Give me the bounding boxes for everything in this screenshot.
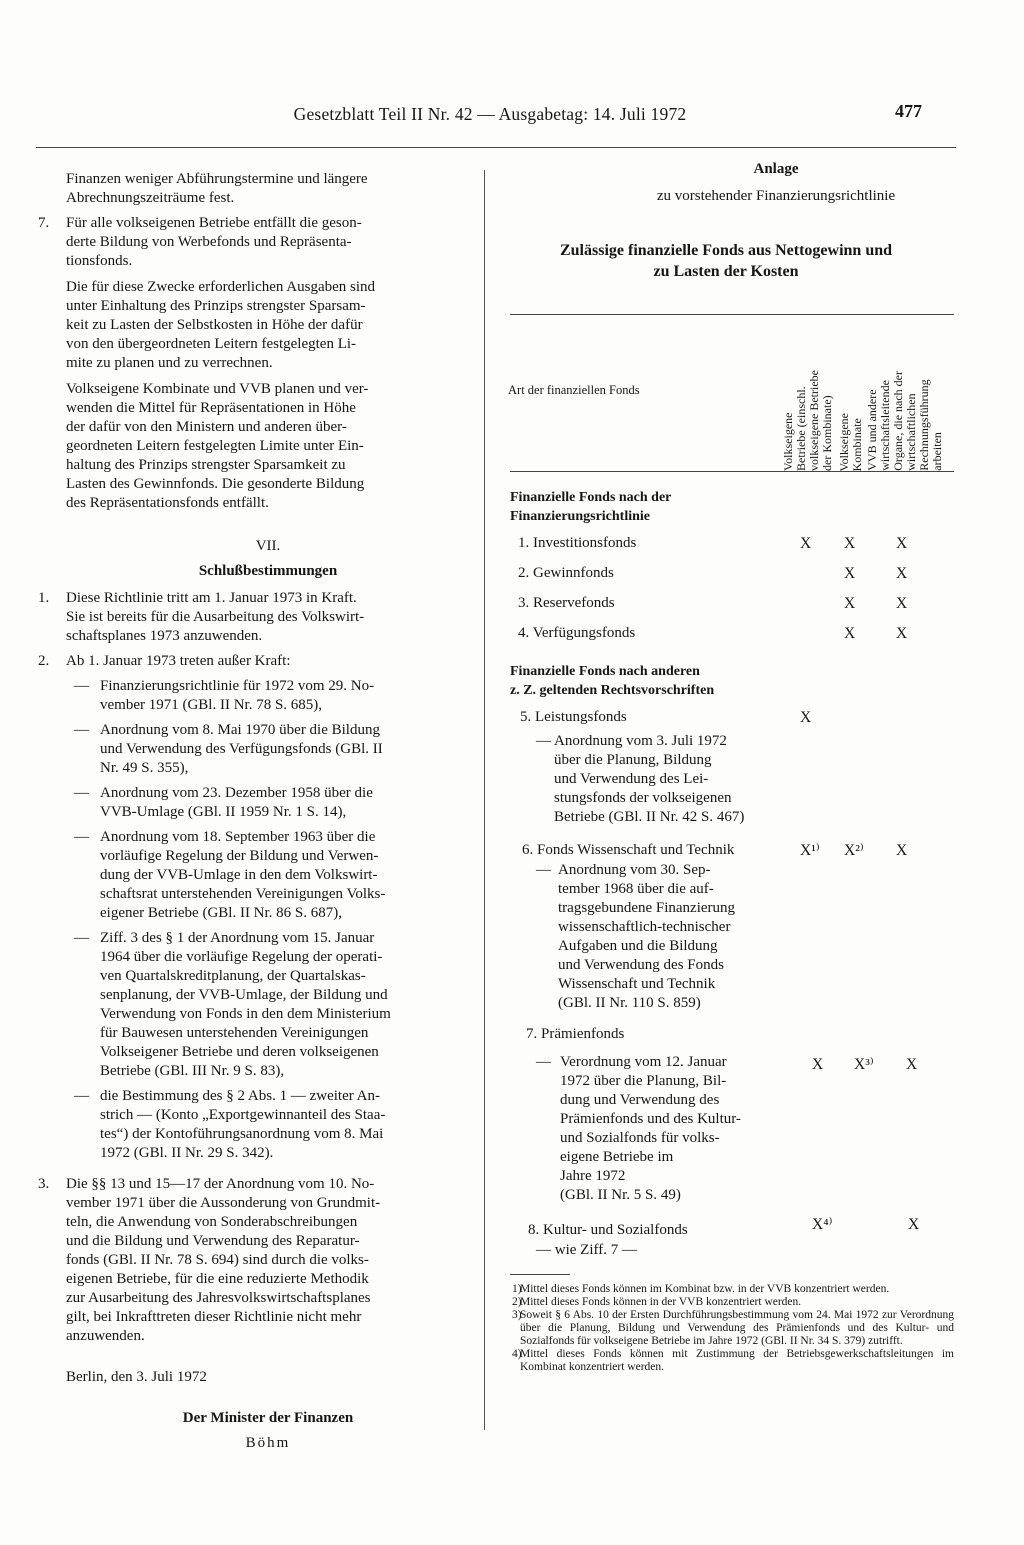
signatory-name: Böhm [245,1435,291,1451]
row-7-reference-text [560,1053,800,1205]
text-line: VVB-Umlage (GBl. II 1959 Nr. 1 S. 14), [100,804,347,820]
dash-mark: — [74,785,89,801]
table-row [498,534,954,564]
text-line: Anordnung vom 8. Mai 1970 über die Bildung [100,722,380,738]
group-heading-finanzierungsrichtlinie [510,488,954,526]
repeal-item-4 [38,828,470,923]
col-header-fund-type: Art der finanziellen Fonds [508,383,640,397]
text-line: strich — (Konto „Exportgewinnanteil des Staa- [100,1107,386,1123]
text-line: Volkseigener Betriebe und deren volkseigenen [100,1044,379,1060]
section-number: VII. [255,538,281,554]
text-line: Diese Richtlinie tritt am 1. Januar 1973 in Kraft. [66,590,357,606]
repeal-item-1-text [100,677,470,715]
text-line: Verwendung von Fonds in den dem Ministerium [100,1006,391,1022]
page-number: 477 [895,101,922,121]
text-line: tionsfonds. [66,253,133,269]
table-row [498,1216,954,1241]
footnote-1 [498,1283,954,1296]
text-line: zu Lasten der Kosten [653,263,799,280]
text-line: Volkseigene Kombinate und VVB planen und ver- [66,381,369,397]
item-2-text: Ab 1. Januar 1973 treten außer Kraft: [66,653,291,669]
row-7-reference [498,1053,800,1205]
text-line: Anordnung vom 23. Dezember 1958 über die [100,785,373,801]
item-2-number: 2. [38,653,50,669]
dash-mark: — [74,678,89,694]
text-line: ven Quartalskreditplanung, der Quartalskas- [100,968,366,984]
item-1-text [66,589,470,646]
text-line: 1972 über die Planung, Bil- [560,1073,727,1089]
row-5-reference-text [554,732,794,827]
text-line: und Verwendung des Lei- [554,771,709,787]
text-line: vember 1971 über die Aussonderung von Grundmit- [66,1195,381,1211]
item-7-text [66,214,470,271]
text-line: der dafür von den Ministern und anderen über- [66,419,347,435]
repeal-item-5 [38,929,470,1081]
annex-subheading: zu vorstehender Finanzierungsrichtlinie [656,188,896,204]
table-row [498,841,954,861]
dash-mark: — [536,733,551,749]
row-mark-col-3: X [896,565,908,582]
table-row [498,1025,954,1047]
row-label: 3. Reservefonds [518,595,615,611]
text-line: gilt, bei Inkrafttreten dieser Richtlinie nicht mehr [66,1309,362,1325]
place-date: Berlin, den 3. Juli 1972 [66,1369,207,1385]
item-1-number: 1. [38,590,50,606]
text-line: unter Einhaltung des Prinzips strengster Sparsam- [66,298,366,314]
item-3-number: 3. [38,1176,50,1192]
row-mark-col-3: X [896,842,908,859]
item-3 [38,1175,470,1346]
text-line: Ziff. 3 des § 1 der Anordnung vom 15. Januar [100,930,375,946]
text-line: senplanung, der VVB-Umlage, der Bildung und [100,987,388,1003]
text-line: Nr. 49 S. 355), [100,760,189,776]
footnote-mark: 1) [512,1283,522,1295]
repeal-item-3 [38,784,470,822]
text-line: geordneten Leitern festgelegten Limite unter Ein- [66,438,364,454]
text-line: mite zu planen und zu verrechnen. [66,355,273,371]
item-7-paragraph-2 [38,278,470,373]
text-line: des Repräsentationsfonds entfällt. [66,495,269,511]
text-line: und die Bildung und Verwendung des Reparatur- [66,1233,360,1249]
row-mark-col-3: X [908,1216,920,1233]
text-line: Finanzielle Fonds nach der [510,490,672,505]
dash-mark: — [74,722,89,738]
row-6-reference-text [558,861,798,1013]
text-line: zur Ausarbeitung des Jahresvolkswirtschaftsplanes [66,1290,371,1306]
text-line: Finanzen weniger Abführungstermine und längere [66,171,368,187]
section-title: Schlußbestimmungen [198,563,338,579]
text-line: tember 1968 über die auf- [558,881,714,897]
text-line: Sie ist bereits für die Ausarbeitung des Volkswirt- [66,609,365,625]
text-line: Lasten des Gewinnfonds. Die gesonderte Bildung [66,476,365,492]
footnote-3 [498,1309,954,1348]
text-line: Abrechnungszeiträume fest. [66,190,235,206]
repeal-item-6 [38,1087,470,1163]
row-label: 5. Leistungsfonds [520,709,627,725]
table-title [498,240,954,282]
footnote-text: Mittel dieses Fonds können in der VVB konzentriert werden. [520,1296,802,1308]
header-rule [36,147,956,148]
row-mark-col-1: X [800,535,812,552]
footnote-mark: 2) [512,1296,522,1308]
table-row [498,594,954,624]
text-line: Prämienfonds und des Kultur- [560,1111,741,1127]
col-header-volkseigene-betriebe: Volkseigene Betriebe (einschl. volkseigene Betriebe der Kombinate) [781,370,834,471]
footnote-text: Mittel dieses Fonds können im Kombinat bzw. in der VVB konzentriert werden. [520,1283,890,1295]
item-7-paragraph-3 [38,380,470,513]
repeal-item-1 [38,677,470,715]
row-mark-col-3: X [906,1056,918,1073]
text-line: derte Bildung von Werbefonds und Repräsenta- [66,234,352,250]
footnotes [498,1283,954,1374]
text-line: Die §§ 13 und 15—17 der Anordnung vom 10. No- [66,1176,375,1192]
text-line: Jahre 1972 [560,1168,626,1184]
text-line: (GBl. II Nr. 5 S. 49) [560,1187,681,1203]
text-line: Aufgaben und die Bildung [558,938,718,954]
text-line: dung und Verwendung des [560,1092,720,1108]
repeal-item-5-text [100,929,470,1081]
text-line: anzuwenden. [66,1328,145,1344]
row-mark-col-2: X [844,595,856,612]
text-line: wenden die Mittel für Repräsentationen in Höhe [66,400,356,416]
table-row [498,624,954,654]
text-line: (GBl. II Nr. 110 S. 859) [558,995,701,1011]
text-line: für Bauwesen unterstehenden Vereinigungen [100,1025,369,1041]
col-header-kombinate: Volkseigene Kombinate [837,412,864,471]
row-mark-col-1: X¹⁾ [800,842,820,859]
text-line: die Bestimmung des § 2 Abs. 1 — zweiter An- [100,1088,380,1104]
row-7-reference-row [498,1053,954,1205]
signatory-title: Der Minister der Finanzen [182,1410,354,1426]
row-label: 8. Kultur- und Sozialfonds [528,1222,688,1238]
row-mark-col-2: X²⁾ [844,842,864,859]
col-header-vvb: VVB und andere wirtschaftsleitende Organe, die nach der wirtschaftlichen Rechnungsführung arbeiten [865,371,944,471]
text-line: Finanzierungsrichtlinie für 1972 vom 29. No- [100,678,375,694]
row-mark-col-2: X [844,625,856,642]
row-label: 2. Gewinnfonds [518,565,614,581]
row-mark-col-2: X [844,565,856,582]
item-2 [38,652,470,671]
text-line: Betriebe (GBl. II Nr. 42 S. 467) [554,809,745,825]
column-divider [484,170,485,1430]
text-line: schaftsrat unterstehenden Vereinigungen Volks- [100,886,386,902]
row-mark-col-1: X⁴⁾ [812,1216,833,1233]
text-line: Betriebe (GBl. III Nr. 9 S. 83), [100,1063,285,1079]
text-line: stungsfonds der volkseigenen [554,790,732,806]
text-line: Zulässige finanzielle Fonds aus Nettogewinn und [559,242,893,259]
text-line: teln, die Anwendung von Sonderabschreibungen [66,1214,358,1230]
text-line: dung der VVB-Umlage in den dem Volkswirt- [100,867,378,883]
text-line: z. Z. geltenden Rechtsvorschriften [510,683,715,698]
repeal-item-2 [38,721,470,778]
row-label: 4. Verfügungsfonds [518,625,636,641]
dash-mark: — [74,829,89,845]
intro-paragraph [38,170,470,208]
text-line: und Verwendung des Verfügungsfonds (GBl. II [100,741,383,757]
dash-mark: — [74,930,89,946]
text-line: Anordnung vom 3. Juli 1972 [554,733,727,749]
row-label: 6. Fonds Wissenschaft und Technik [522,842,735,858]
row-5-reference [498,732,794,827]
text-line: keit zu Lasten der Selbstkosten in Höhe der dafür [66,317,363,333]
right-column [498,160,954,1374]
item-7-number: 7. [38,215,50,231]
row-mark-col-3: X [896,535,908,552]
item-7 [38,214,470,271]
repeal-item-6-text [100,1087,470,1163]
text-line: haltung des Prinzips strengster Sparsamkeit zu [66,457,346,473]
text-line: Die für diese Zwecke erforderlichen Ausgaben sind [66,279,376,295]
text-line: über die Planung, Bildung [554,752,712,768]
text-line: von den übergeordneten Leitern festgelegten Li- [66,336,357,352]
text-line: 1964 über die vorläufige Regelung der operati- [100,949,383,965]
group-heading-rechtsvorschriften [510,662,954,700]
footnote-mark: 4) [512,1348,522,1360]
footnote-text: Soweit § 6 Abs. 10 der Ersten Durchführungsbestimmung vom 24. Mai 1972 zur Verordnung über die Planung, Bildung und Verwendung des Prämienfonds und des Kultur- und Sozialfonds für volkseigene Betriebe im Jahre 1972 (GBl. II Nr. 34 S. 379) zutrifft. [520,1309,954,1347]
footnote-text: Mittel dieses Fonds können mit Zustimmung der Betriebsgewerkschaftsleitungen im Kombinat konzentriert werden. [520,1348,954,1373]
table-header [510,315,954,471]
text-line: 1972 (GBl. II Nr. 29 S. 342). [100,1145,274,1161]
text-line: Wissenschaft und Technik [558,976,716,992]
repeal-item-2-text [100,721,470,778]
text-line: Anordnung vom 18. September 1963 über die [100,829,376,845]
text-line: und Sozialfonds für volks- [560,1130,720,1146]
page-header-title: Gesetzblatt Teil II Nr. 42 — Ausgabetag: 14. Juli 1972 [293,104,687,124]
text-line: wissenschaftlich-technischer [558,919,731,935]
text-line: eigenen Betriebe, für die eine reduzierte Methodik [66,1271,369,1287]
text-line: tragsgebundene Finanzierung [558,900,736,916]
text-line: Für alle volkseigenen Betriebe entfällt die geson- [66,215,362,231]
text-line: tes“) der Kontoführungsanordnung vom 8. Mai [100,1126,384,1142]
row-8-reference: — wie Ziff. 7 — [536,1242,637,1258]
text-line: und Verwendung des Fonds [558,957,724,973]
footnote-rule [510,1274,570,1275]
row-mark-col-2: X [844,535,856,552]
text-line: fonds (GBl. II Nr. 78 S. 694) sind durch die volks- [66,1252,369,1268]
row-mark-col-1: X [812,1056,824,1073]
footnote-4 [498,1348,954,1374]
row-label: 1. Investitionsfonds [518,535,637,551]
text-line: Anordnung vom 30. Sep- [558,862,711,878]
rows-group-1 [498,534,954,654]
repeal-item-4-text [100,828,470,923]
text-line: eigene Betriebe im [560,1149,674,1165]
text-line: Verordnung vom 12. Januar [560,1054,727,1070]
text-line: schaftsplanes 1973 anzuwenden. [66,628,263,644]
text-line: eigener Betriebe (GBl. II Nr. 86 S. 687), [100,905,343,921]
item-1 [38,589,470,646]
row-mark-col-3: X [896,625,908,642]
table-header-rule [510,471,954,472]
repeal-item-3-text [100,784,470,822]
footnote-2 [498,1296,954,1309]
table-row [498,564,954,594]
table-row [498,708,954,732]
dash-mark: — [74,1088,89,1104]
footnote-mark: 3) [512,1309,522,1321]
row-6-reference [498,861,798,1013]
row-mark-col-2: X³⁾ [854,1056,874,1073]
row-mark-col-1: X [800,709,812,726]
dash-mark: — [536,1054,551,1070]
text-line: vember 1971 (GBl. II Nr. 78 S. 685), [100,697,323,713]
text-line: vorläufige Regelung der Bildung und Verwen- [100,848,379,864]
item-3-text [66,1175,470,1346]
left-column [38,170,470,1453]
row-label: 7. Prämienfonds [526,1026,625,1042]
annex-heading: Anlage [753,161,799,177]
row-mark-col-3: X [896,595,908,612]
dash-mark: — [536,862,551,878]
text-line: Finanzierungsrichtlinie [510,509,650,524]
text-line: Finanzielle Fonds nach anderen [510,664,700,679]
